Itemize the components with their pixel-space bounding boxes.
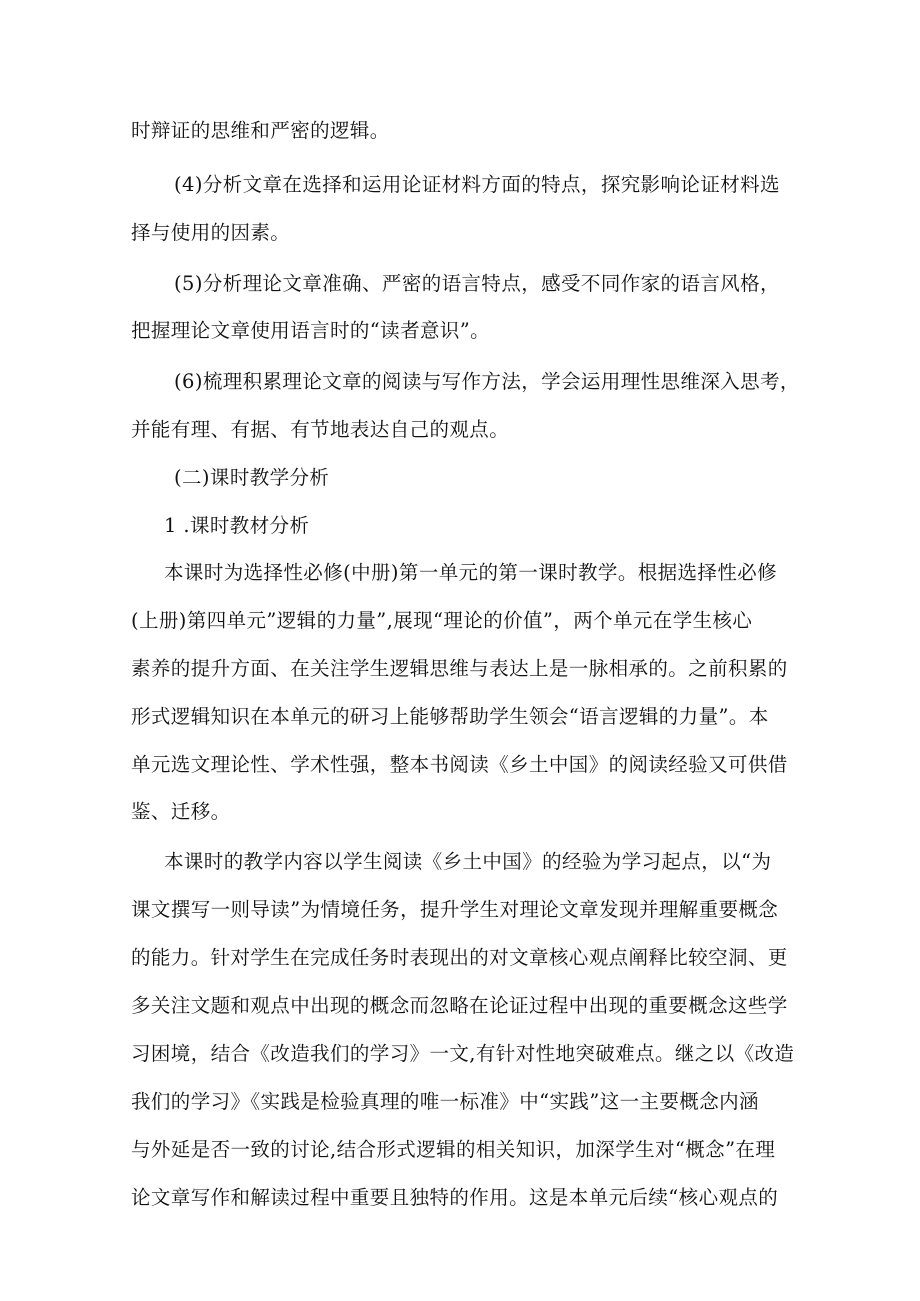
text-line: (上册)第四单元”逻辑的力量”,展现“理论的价值”，两个单元在学生核心 <box>131 609 753 632</box>
text-line: 课文撰写一则导读”为情境任务，提升学生对理论文章发现并理解重要概念 <box>131 898 779 921</box>
text-line: 与外延是否一致的讨论,结合形式逻辑的相关知识，加深学生对“概念”在理 <box>131 1138 776 1161</box>
text-line: 素养的提升方面、在关注学生逻辑思维与表达上是一脉相承的。之前积累的 <box>131 657 788 680</box>
text-line: 论文章写作和解读过程中重要且独特的作用。这是本单元后续“核心观点的 <box>131 1186 779 1209</box>
text-line: 的能力。针对学生在完成任务时表现出的对文章核心观点阐释比较空洞、更 <box>131 946 788 969</box>
section-heading: (二)课时教学分析 <box>174 466 330 489</box>
subsection-heading: 1 .课时教材分析 <box>164 514 310 537</box>
text-line: 本课时的教学内容以学生阅读《乡土中国》的经验为学习起点，以“为 <box>164 850 772 873</box>
text-line: 并能有理、有据、有节地表达自己的观点。 <box>131 418 510 441</box>
text-line: 形式逻辑知识在本单元的研习上能够帮助学生领会“语言逻辑的力量”。本 <box>131 705 769 728</box>
text-line: (5)分析理论文章准确、严密的语言特点，感受不同作家的语言风格， <box>174 272 780 295</box>
text-line: 习困境，结合《改造我们的学习》一文,有针对性地突破难点。继之以《改造 <box>131 1042 795 1065</box>
text-line: (6)梳理积累理论文章的阅读与写作方法，学会运用理性思维深入思考， <box>174 370 800 393</box>
text-line: 本课时为选择性必修(中册)第一单元的第一课时教学。根据选择性必修 <box>164 561 778 584</box>
text-line: 多关注文题和观点中出现的概念而忽略在论证过程中出现的重要概念这些学 <box>131 994 788 1017</box>
text-line: 把握理论文章使用语言时的“读者意识”。 <box>131 319 491 342</box>
text-line: 鉴、迁移。 <box>131 800 231 823</box>
text-line: 我们的学习》《实践是检验真理的唯一标准》中“实践”这一主要概念内涵 <box>131 1090 759 1113</box>
text-line: 择与使用的因素。 <box>131 221 291 244</box>
text-line: 单元选文理论性、学术性强，整本书阅读《乡土中国》的阅读经验又可供借 <box>131 753 788 776</box>
text-line: (4)分析文章在选择和运用论证材料方面的特点，探究影响论证材料选 <box>174 173 780 196</box>
text-line: 时辩证的思维和严密的逻辑。 <box>131 119 390 142</box>
